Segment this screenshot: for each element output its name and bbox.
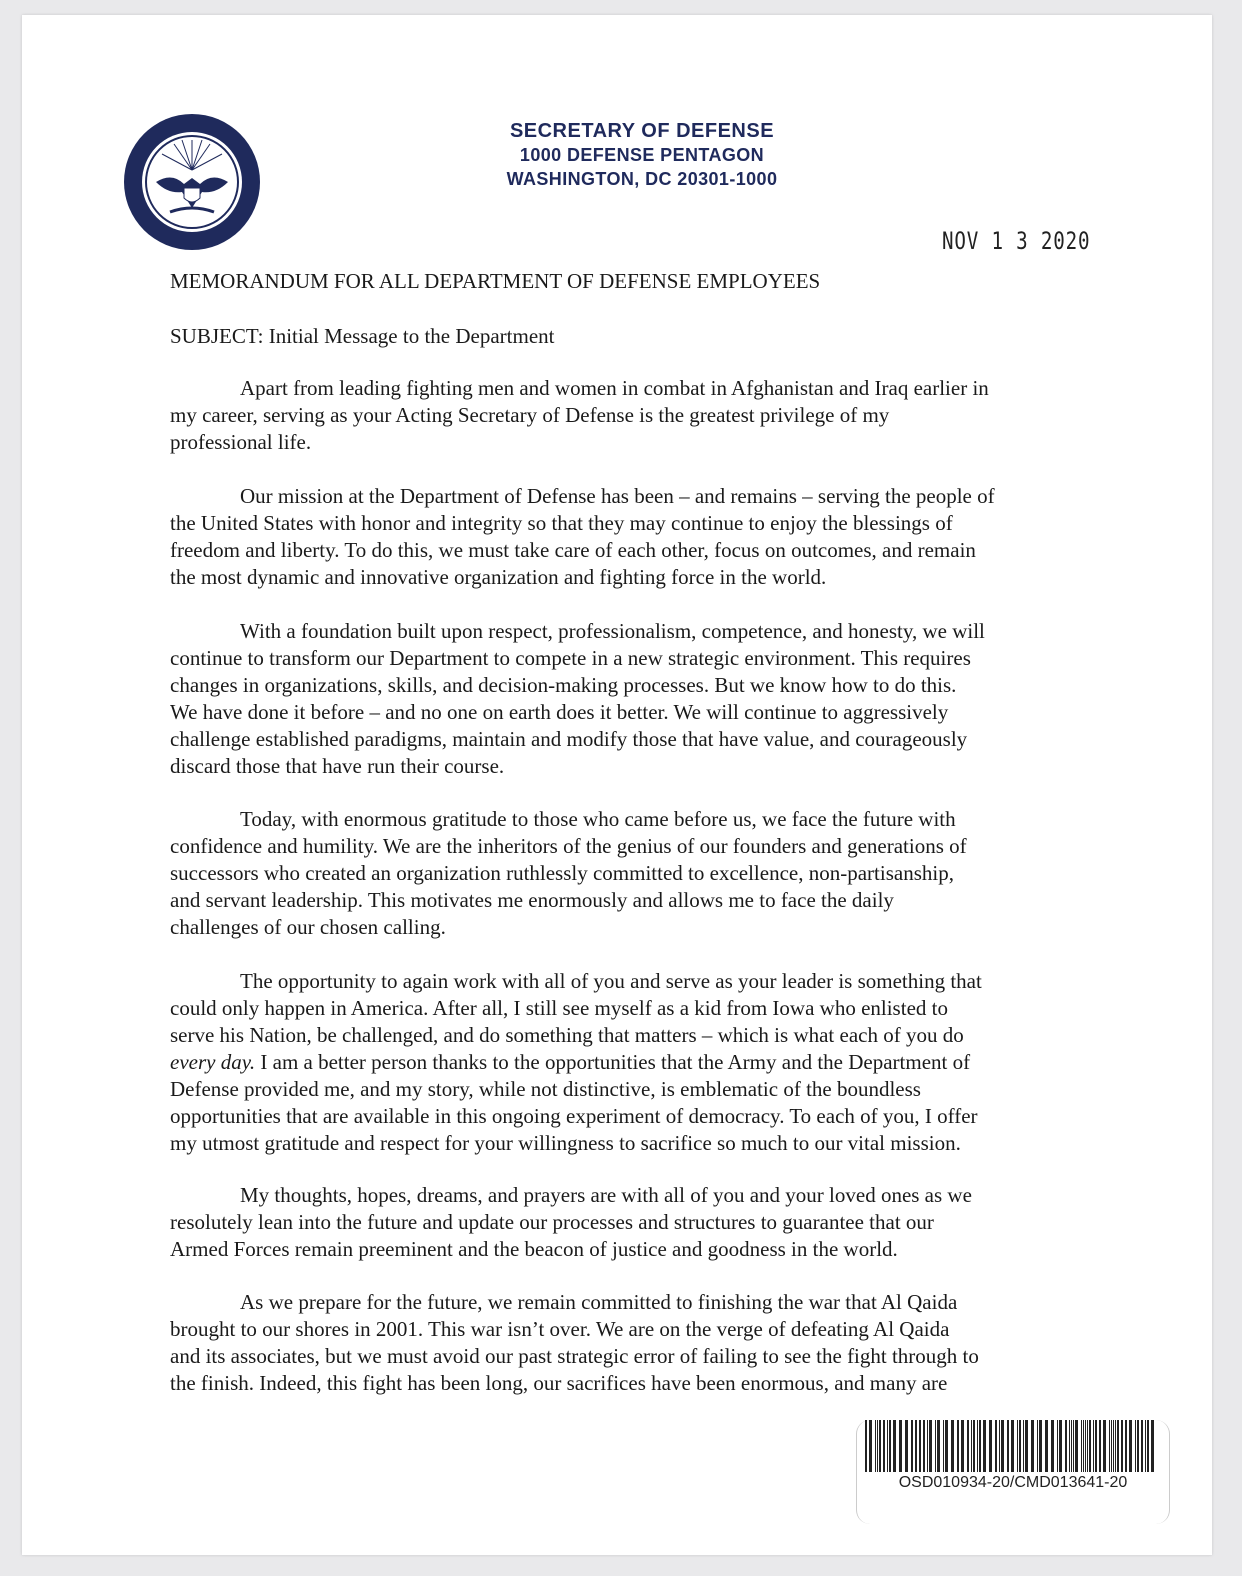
barcode-bar <box>1081 1420 1082 1472</box>
barcode-bar <box>995 1420 997 1472</box>
barcode-bar <box>877 1420 878 1472</box>
barcode-bar <box>961 1420 964 1472</box>
barcode-bar <box>983 1420 986 1472</box>
barcode-bar <box>1031 1420 1034 1472</box>
barcode-bar <box>967 1420 969 1472</box>
letterhead <box>442 119 842 191</box>
letterhead-title: SECRETARY OF DEFENSE <box>509 120 775 142</box>
paragraph-line: challenge established paradigms, maintain and modify those that have value, and courageously <box>170 727 968 751</box>
paragraph-line: My thoughts, hopes, dreams, and prayers are with all of you and your loved ones as we <box>240 1183 972 1207</box>
barcode-bar <box>1051 1420 1054 1472</box>
barcode-bar <box>1075 1420 1078 1472</box>
barcode-bar <box>1117 1420 1119 1472</box>
paragraph-line: With a foundation built upon respect, professionalism, competence, and honesty, we will <box>240 619 985 643</box>
barcode-bar <box>989 1420 992 1472</box>
barcode-bar <box>887 1420 888 1472</box>
barcode-bar <box>1069 1420 1070 1472</box>
body-paragraph <box>170 618 985 780</box>
barcode-bar <box>1023 1420 1024 1472</box>
paragraph-line: resolutely lean into the future and update our processes and structures to guarantee that our <box>170 1210 934 1234</box>
paragraph-line: As we prepare for the future, we remain committed to finishing the war that Al Qaida <box>240 1290 958 1314</box>
body-paragraph <box>170 968 982 1157</box>
barcode-bar <box>1073 1420 1074 1472</box>
barcode-bar <box>937 1420 940 1472</box>
barcode-bar <box>899 1420 902 1472</box>
barcode-bar <box>875 1420 876 1472</box>
barcode-bar <box>869 1420 872 1472</box>
barcode-bar <box>1019 1420 1021 1472</box>
barcode-bar <box>1007 1420 1009 1472</box>
barcode-bar <box>889 1420 891 1472</box>
paragraph-line: Defense provided me, and my story, while not distinctive, is emblematic of the boundless <box>170 1077 921 1101</box>
barcode-bar <box>1111 1420 1112 1472</box>
barcode-bar <box>1071 1420 1072 1472</box>
paragraph-line: could only happen in America. After all, I still see myself as a kid from Iowa who enlisted to <box>170 996 948 1020</box>
barcode-bar <box>1037 1420 1038 1472</box>
paragraph-line: freedom and liberty. To do this, we must take care of each other, focus on outcomes, and remain <box>170 538 976 562</box>
barcode-bar <box>1045 1420 1048 1472</box>
barcode-bar <box>1059 1420 1062 1472</box>
paragraph-line: and its associates, but we must avoid our past strategic error of failing to see the fight through to <box>170 1344 979 1368</box>
body-paragraph <box>170 806 967 941</box>
barcode-bar <box>1057 1420 1058 1472</box>
barcode-bar <box>919 1420 921 1472</box>
barcode-bar <box>1089 1420 1091 1472</box>
barcode-bar <box>957 1420 959 1472</box>
memo-subject: SUBJECT: Initial Message to the Department <box>170 324 555 348</box>
paragraph-line: opportunities that are available in this ongoing experiment of democracy. To each of you, I offer <box>170 1104 978 1128</box>
barcode-label <box>856 1420 1170 1524</box>
paragraph-line: successors who created an organization ruthlessly committed to excellence, non-partisanship, <box>170 861 954 885</box>
body-paragraph <box>170 1289 979 1397</box>
barcode-bar <box>927 1420 928 1472</box>
barcode-bar <box>1113 1420 1114 1472</box>
barcode-number: OSD010934-20/CMD013641-20 <box>898 1474 1128 1491</box>
paragraph-line: my utmost gratitude and respect for your willingness to sacrifice so much to our vital mission. <box>170 1131 961 1155</box>
barcode-bar <box>945 1420 948 1472</box>
barcode-bar <box>973 1420 975 1472</box>
paragraph-line: the most dynamic and innovative organization and fighting force in the world. <box>170 565 827 589</box>
barcode-bar <box>1147 1420 1149 1472</box>
barcode-bar <box>865 1420 867 1472</box>
barcode-bar <box>1039 1420 1042 1472</box>
barcode-bar <box>1093 1420 1094 1472</box>
paragraph-line: Today, with enormous gratitude to those who came before us, we face the future with <box>240 807 956 831</box>
barcode-bar <box>1099 1420 1101 1472</box>
barcode-bar <box>1103 1420 1106 1472</box>
barcode-bar <box>929 1420 932 1472</box>
body-paragraph <box>170 375 989 456</box>
barcode-bar <box>971 1420 972 1472</box>
paragraph-line: my career, serving as your Acting Secretary of Defense is the greatest privilege of my <box>170 403 890 427</box>
barcode-bar <box>1095 1420 1097 1472</box>
barcode-bar <box>1121 1420 1123 1472</box>
barcode-bar <box>911 1420 913 1472</box>
paragraph-line: Our mission at the Department of Defense has been – and remains – serving the people of <box>240 484 995 508</box>
barcode-bar <box>1125 1420 1127 1472</box>
paragraph-line: the finish. Indeed, this fight has been long, our sacrifices have been enormous, and many are <box>170 1371 948 1395</box>
barcode-bar <box>1065 1420 1067 1472</box>
body-paragraph <box>170 483 995 591</box>
paragraph-line: The opportunity to again work with all of you and serve as your leader is something that <box>240 969 982 993</box>
paragraph-line: Armed Forces remain preeminent and the beacon of justice and goodness in the world. <box>170 1237 898 1261</box>
barcode-bar <box>1087 1420 1088 1472</box>
paragraph-line: and servant leadership. This motivates me enormously and allows me to face the daily <box>170 888 894 912</box>
paragraph-line: confidence and humility. We are the inheritors of the genius of our founders and generations of <box>170 834 967 858</box>
paragraph-line: serve his Nation, be challenged, and do something that matters – which is what each of you do <box>170 1023 964 1047</box>
barcode-bar <box>1129 1420 1132 1472</box>
paragraph-line: professional life. <box>170 430 312 454</box>
paragraph-line: brought to our shores in 2001. This war isn’t over. We are on the verge of defeating Al Qaida <box>170 1317 950 1341</box>
barcode-bar <box>1011 1420 1014 1472</box>
memo-recipients: MEMORANDUM FOR ALL DEPARTMENT OF DEFENSE EMPLOYEES <box>170 269 821 293</box>
barcode-bar <box>1151 1420 1154 1472</box>
paragraph-line: We have done it before – and no one on earth does it better. We will continue to aggressively <box>170 700 949 724</box>
barcode-bar <box>1137 1420 1139 1472</box>
barcode-bar <box>1025 1420 1028 1472</box>
letterhead-city: WASHINGTON, DC 20301-1000 <box>506 169 778 189</box>
body-paragraph <box>170 1182 972 1263</box>
barcode-bar <box>1141 1420 1143 1472</box>
paragraph-line: Apart from leading fighting men and women in combat in Afghanistan and Iraq earlier in <box>240 376 989 400</box>
barcode-bar <box>915 1420 917 1472</box>
barcode-icon <box>863 1420 1155 1472</box>
barcode-bar <box>1085 1420 1086 1472</box>
barcode-bar <box>1001 1420 1004 1472</box>
barcode-bar <box>1109 1420 1110 1472</box>
barcode-bar <box>1135 1420 1136 1472</box>
barcode-bar <box>905 1420 908 1472</box>
barcode-bar <box>943 1420 944 1472</box>
barcode-bar <box>1115 1420 1116 1472</box>
paragraph-line: changes in organizations, skills, and decision-making processes. But we know how to do this. <box>170 673 957 697</box>
barcode-bar <box>979 1420 981 1472</box>
date-stamp: NOV 1 3 2020 <box>942 227 1091 255</box>
barcode-bar <box>935 1420 936 1472</box>
barcode-bar <box>893 1420 896 1472</box>
emphasis-text: every day. <box>170 1050 256 1074</box>
barcode-bar <box>1145 1420 1146 1472</box>
barcode-bar <box>951 1420 954 1472</box>
barcode-bar <box>923 1420 925 1472</box>
paragraph-line: the United States with honor and integrity so that they may continue to enjoy the blessings of <box>170 511 953 535</box>
paragraph-line: continue to transform our Department to compete in a new strategic environment. This requires <box>170 646 971 670</box>
dod-seal-logo <box>122 112 262 252</box>
barcode-bar <box>1083 1420 1084 1472</box>
letterhead-address: 1000 DEFENSE PENTAGON <box>519 145 765 165</box>
barcode-bar <box>977 1420 978 1472</box>
barcode-bar <box>1017 1420 1018 1472</box>
barcode-bar <box>879 1420 881 1472</box>
paragraph-line: every day. I am a better person thanks to the opportunities that the Army and the Department of <box>170 1050 971 1074</box>
barcode-bar <box>999 1420 1000 1472</box>
paragraph-line: challenges of our chosen calling. <box>170 915 446 939</box>
paragraph-line: discard those that have run their course. <box>170 754 505 778</box>
barcode-bar <box>883 1420 885 1472</box>
